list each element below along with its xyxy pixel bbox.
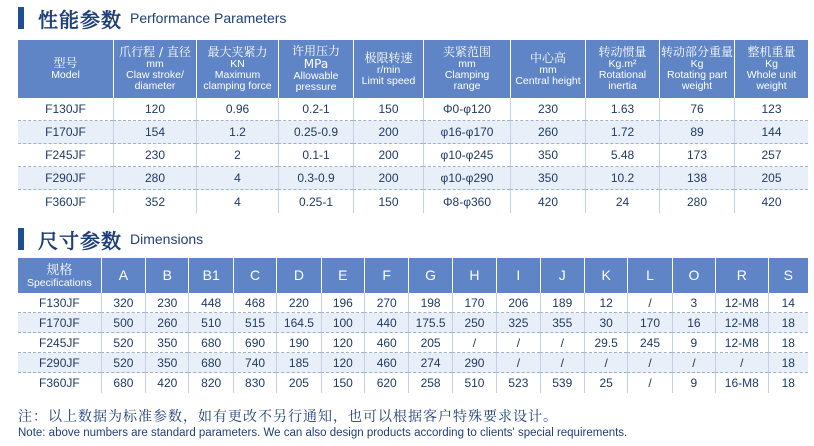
table-cell: 350 — [145, 353, 188, 373]
column-title-zh: 极限转速 — [364, 50, 413, 65]
table-cell: 198 — [408, 293, 451, 313]
table-cell: 170 — [627, 313, 671, 333]
dimension-column-header: B — [145, 258, 188, 293]
table-cell: 230 — [145, 293, 188, 313]
dimension-column-header: I — [496, 258, 539, 293]
table-cell: 220 — [276, 293, 320, 313]
performance-heading — [18, 6, 286, 30]
table-row — [18, 121, 808, 144]
table-cell: 3 — [672, 293, 715, 313]
table-cell: 29.5 — [584, 333, 627, 353]
dimension-column-header: D — [276, 258, 320, 293]
column-title-en: pressure — [295, 81, 337, 93]
table-cell: 5.48 — [585, 144, 659, 167]
table-cell: 830 — [233, 373, 276, 393]
dimension-column-header: S — [768, 258, 808, 293]
table-cell: 100 — [321, 313, 364, 333]
table-cell: / — [584, 353, 627, 373]
dimension-column-header: F — [364, 258, 408, 293]
column-title-en: weight — [681, 80, 713, 92]
table-cell: 30 — [584, 313, 627, 333]
table-cell: 200 — [353, 167, 423, 190]
table-cell: 515 — [233, 313, 276, 333]
table-cell: 352 — [113, 190, 196, 213]
table-cell: 12-M8 — [715, 293, 767, 313]
table-cell: 12-M8 — [715, 333, 767, 353]
table-cell: 290 — [452, 353, 496, 373]
table-row — [18, 293, 808, 313]
table-cell: 420 — [145, 373, 188, 393]
table-cell: 205 — [408, 333, 451, 353]
dimension-column-header: K — [584, 258, 627, 293]
table-cell: F245JF — [18, 144, 113, 167]
table-row — [18, 98, 808, 121]
heading-bar-icon — [18, 228, 24, 250]
table-cell: 460 — [364, 353, 408, 373]
note-en: Note: above numbers are standard parameters. We can also design products according to clients' special requirements. — [18, 427, 628, 439]
table-row — [18, 353, 808, 373]
dimension-column-header: E — [321, 258, 364, 293]
table-cell: 320 — [101, 293, 145, 313]
heading-bar-icon — [18, 7, 24, 29]
table-cell: 164.5 — [276, 313, 320, 333]
column-title-en: Clamping — [444, 69, 490, 81]
table-cell: 150 — [353, 190, 423, 213]
column-title-en: range — [453, 80, 481, 92]
performance-column-header — [734, 40, 808, 98]
table-cell: 4 — [196, 190, 278, 213]
table-cell: Φ8-φ360 — [423, 190, 510, 213]
table-cell: / — [452, 333, 496, 353]
table-cell: 820 — [188, 373, 232, 393]
column-title-zh: 爪行程 / 直径 — [119, 45, 191, 59]
table-cell: F245JF — [18, 333, 101, 353]
table-cell: 420 — [510, 190, 585, 213]
table-cell: 173 — [659, 144, 734, 167]
table-cell: / — [540, 353, 584, 373]
dimension-column-header: H — [452, 258, 496, 293]
table-cell: 0.2-1 — [278, 98, 353, 121]
table-row — [18, 313, 808, 333]
table-cell: 150 — [321, 373, 364, 393]
table-cell: 510 — [452, 373, 496, 393]
table-cell: 258 — [408, 373, 451, 393]
column-title-en: Model — [51, 69, 80, 81]
column-title-en: Limit speed — [361, 74, 416, 87]
table-cell: 0.1-1 — [278, 144, 353, 167]
table-cell: 325 — [496, 313, 539, 333]
table-cell: 520 — [101, 353, 145, 373]
table-cell: φ16-φ170 — [423, 121, 510, 144]
table-cell: 205 — [734, 167, 808, 190]
performance-column-header — [510, 40, 585, 98]
table-cell: 206 — [496, 293, 539, 313]
column-title-zh: 转动惯量 — [598, 45, 647, 59]
table-cell: 76 — [659, 98, 734, 121]
table-cell: 260 — [145, 313, 188, 333]
table-cell: 350 — [510, 144, 585, 167]
column-title-en: KN — [230, 58, 245, 70]
performance-table — [18, 40, 808, 213]
table-cell: 144 — [734, 121, 808, 144]
performance-column-header — [196, 40, 278, 98]
column-title-zh: 整机重量 — [747, 45, 796, 59]
table-cell: 190 — [276, 333, 320, 353]
table-cell: φ10-φ290 — [423, 167, 510, 190]
table-cell: 120 — [321, 353, 364, 373]
performance-column-header — [18, 40, 113, 98]
dimension-column-header: O — [672, 258, 715, 293]
table-cell: 0.96 — [196, 98, 278, 121]
table-cell: 185 — [276, 353, 320, 373]
table-cell: / — [540, 333, 584, 353]
table-cell: 460 — [364, 333, 408, 353]
table-cell: 16-M8 — [715, 373, 767, 393]
table-cell: 448 — [188, 293, 232, 313]
dimensions-header-row — [18, 258, 808, 293]
dimensions-title-zh: 尺寸参数 — [38, 228, 122, 253]
table-cell: 680 — [188, 353, 232, 373]
dimensions-title-en: Dimensions — [130, 231, 204, 247]
dimension-column-header: L — [627, 258, 671, 293]
table-cell: 175.5 — [408, 313, 451, 333]
table-cell: / — [496, 333, 539, 353]
column-title-en: Whole unit — [746, 69, 797, 81]
table-cell: 9 — [672, 373, 715, 393]
column-title-en: Rotating part — [666, 69, 728, 81]
table-cell: 150 — [353, 98, 423, 121]
column-title-en: Kg — [690, 58, 704, 70]
table-cell: 12 — [584, 293, 627, 313]
column-title-en: Rotational — [598, 69, 647, 81]
table-cell: 500 — [101, 313, 145, 333]
table-cell: 440 — [364, 313, 408, 333]
table-cell: Φ0-φ120 — [423, 98, 510, 121]
table-cell: F130JF — [18, 98, 113, 121]
column-title-en: Kg.m² — [608, 58, 637, 70]
table-cell: 510 — [188, 313, 232, 333]
table-row — [18, 144, 808, 167]
table-cell: 205 — [276, 373, 320, 393]
dimension-column-header: R — [715, 258, 767, 293]
table-cell: 620 — [364, 373, 408, 393]
table-cell: 250 — [452, 313, 496, 333]
table-cell: 270 — [364, 293, 408, 313]
column-title-zh: 转动部分重量 — [660, 45, 733, 59]
table-cell: 280 — [113, 167, 196, 190]
table-cell: 120 — [321, 333, 364, 353]
notes — [18, 408, 808, 441]
performance-column-header — [585, 40, 659, 98]
table-cell: F360JF — [39, 376, 80, 390]
table-cell: 138 — [659, 167, 734, 190]
table-cell: 740 — [233, 353, 276, 373]
table-cell: 189 — [540, 293, 584, 313]
dimensions-table — [18, 258, 808, 393]
dimension-column-header: G — [408, 258, 451, 293]
table-cell: 1.2 — [196, 121, 278, 144]
table-cell: F130JF — [18, 293, 101, 313]
dimensions-heading — [18, 227, 203, 251]
table-row — [18, 190, 808, 213]
column-title-en: inertia — [608, 80, 637, 92]
table-cell: 4 — [196, 167, 278, 190]
table-cell: 230 — [510, 98, 585, 121]
table-cell: 690 — [233, 333, 276, 353]
spec-title-zh: 规格 — [46, 262, 73, 278]
table-cell: / — [715, 353, 767, 373]
performance-column-header — [113, 40, 196, 98]
dimension-column-header: A — [101, 258, 145, 293]
column-title-en: r/min — [376, 63, 401, 76]
table-cell: 18 — [768, 333, 808, 353]
table-cell: 355 — [540, 313, 584, 333]
column-title-en: weight — [756, 80, 787, 92]
table-cell: 123 — [734, 98, 808, 121]
table-cell: 18 — [768, 373, 808, 393]
table-cell: 1.63 — [585, 98, 659, 121]
table-cell: 10.2 — [585, 167, 659, 190]
table-cell: 1.72 — [585, 121, 659, 144]
performance-column-header — [278, 40, 353, 98]
table-cell: 120 — [113, 98, 196, 121]
table-cell: 350 — [145, 333, 188, 353]
table-cell: 25 — [584, 373, 627, 393]
table-row — [18, 373, 808, 393]
table-cell: 18 — [768, 353, 808, 373]
table-row — [18, 167, 808, 190]
dimension-column-header: J — [540, 258, 584, 293]
table-cell: 2 — [196, 144, 278, 167]
performance-column-header — [423, 40, 510, 98]
table-cell: 9 — [672, 333, 715, 353]
table-cell: F290JF — [18, 353, 101, 373]
table-cell: 0.3-0.9 — [278, 167, 353, 190]
table-cell: 14 — [768, 293, 808, 313]
table-cell: 245 — [627, 333, 671, 353]
table-cell: F360JF — [45, 194, 86, 209]
performance-column-header — [659, 40, 734, 98]
table-cell: φ10-φ245 — [423, 144, 510, 167]
table-cell: 468 — [233, 293, 276, 313]
table-cell: 154 — [113, 121, 196, 144]
column-title-zh: 夹紧范围 — [442, 45, 491, 59]
table-cell: 280 — [659, 190, 734, 213]
table-cell: 350 — [510, 167, 585, 190]
column-title-en: diameter — [134, 80, 176, 92]
table-cell: 680 — [101, 373, 145, 393]
table-cell: / — [627, 373, 671, 393]
spec-title-en: Specifications — [26, 276, 92, 289]
note-zh: 注：以上数据为标准参数，如有更改不另行通知，也可以根据客户特殊要求设计。 — [18, 409, 558, 425]
performance-column-header — [353, 40, 423, 98]
table-cell: / — [627, 293, 671, 313]
column-title-en: Allowable — [293, 70, 339, 82]
table-cell: F290JF — [18, 167, 113, 190]
table-cell: 24 — [585, 190, 659, 213]
performance-title-en: Performance Parameters — [130, 10, 287, 26]
column-title-en: Central height — [515, 74, 581, 87]
table-cell: 0.25-1 — [278, 190, 353, 213]
table-cell: 680 — [188, 333, 232, 353]
table-cell: 230 — [113, 144, 196, 167]
column-title-zh: 型号 — [53, 56, 78, 70]
table-cell: 539 — [540, 373, 584, 393]
column-title-en: Maximum — [214, 69, 261, 81]
table-cell: F170JF — [18, 313, 101, 333]
table-cell: 16 — [672, 313, 715, 333]
column-title-en: Claw stroke/ — [126, 69, 184, 81]
column-title-en: mm — [146, 58, 164, 70]
table-cell: / — [627, 353, 671, 373]
column-title-zh: 中心高 — [529, 50, 566, 65]
column-title-en: mm — [458, 58, 476, 70]
dimension-column-header: B1 — [188, 258, 232, 293]
table-cell: 170 — [452, 293, 496, 313]
column-title-zh: 许用压力 MPa — [291, 44, 340, 71]
column-title-en: clamping force — [203, 80, 272, 92]
spec-column-header — [18, 258, 101, 293]
table-cell: 274 — [408, 353, 451, 373]
performance-title-zh: 性能参数 — [38, 7, 122, 32]
table-cell: 18 — [768, 313, 808, 333]
table-cell: 196 — [321, 293, 364, 313]
table-cell: 420 — [734, 190, 808, 213]
dimension-column-header: C — [233, 258, 276, 293]
performance-header-row — [18, 40, 808, 98]
table-cell: / — [672, 353, 715, 373]
table-cell: 260 — [510, 121, 585, 144]
table-cell: 12-M8 — [715, 313, 767, 333]
column-title-en: mm — [539, 63, 557, 76]
table-cell: 89 — [659, 121, 734, 144]
table-cell: F170JF — [18, 121, 113, 144]
column-title-zh: 最大夹紧力 — [207, 45, 268, 59]
table-cell: / — [496, 353, 539, 373]
table-cell: 257 — [734, 144, 808, 167]
table-cell: 0.25-0.9 — [278, 121, 353, 144]
table-cell: 523 — [496, 373, 539, 393]
table-cell: 520 — [101, 333, 145, 353]
column-title-en: Kg — [765, 58, 778, 70]
table-cell: 200 — [353, 144, 423, 167]
table-cell: 200 — [353, 121, 423, 144]
table-row — [18, 333, 808, 353]
